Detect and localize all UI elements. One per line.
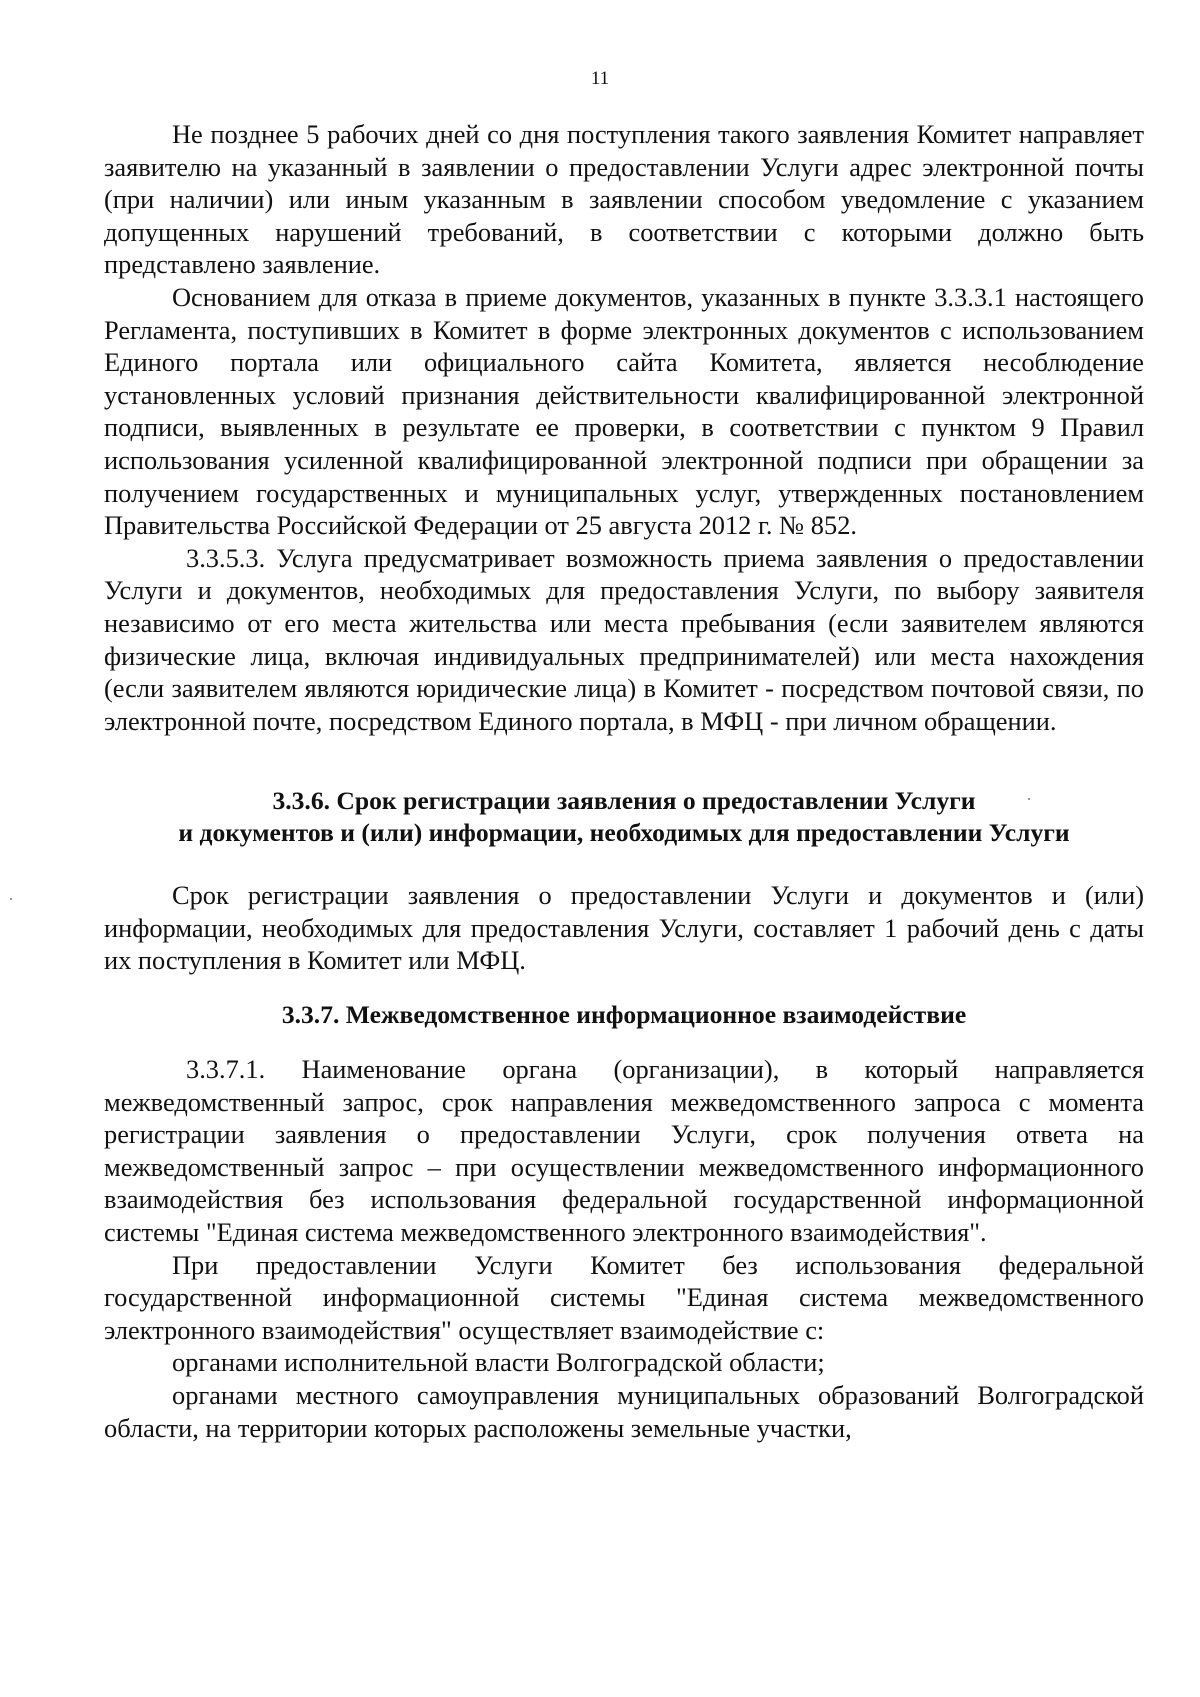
page-number: 11 (590, 68, 610, 89)
section-title-3-3-7: 3.3.7. Межведомственное информационное взаимодействие (281, 1000, 967, 1030)
paragraph-notification-deadline: Не позднее 5 рабочих дней со дня поступления такого заявления Комитет направляет заявителю на указанный в заявлении о предоставлении Услуги адрес электронной почты (при наличии) или иным указанным в заявлении способом уведомление с указанием допущенных нарушений требований, в соответствии с которыми должно быть представлено заявление. (104, 119, 1144, 280)
list-item-executive-bodies: органами исполнительной власти Волгоградской области; (172, 1347, 825, 1378)
spacer (104, 1031, 1144, 1053)
paragraph-3-3-7-1: 3.3.7.1. Наименование органа (организации), в который направляется межведомственный запрос, срок направления межведомственного запроса с момента регистрации заявления о предоставлении Услуги, срок получения ответа на межведомственный запрос – при осуществлении межведомственного информационного взаимодействия без использования федеральной государственной информационной системы "Единая система межведомственного электронного взаимодействия". (104, 1054, 1144, 1248)
spacer (104, 737, 1144, 785)
paragraph-interaction-intro: При предоставлении Услуги Комитет без использования федеральной государственной информационной системы "Единая система межведомственного электронного взаимодействия" осуществляет взаимодействие с: (104, 1249, 1144, 1345)
paragraph-refusal-grounds: Основанием для отказа в приеме документов, указанных в пункте 3.3.3.1 настоящего Регламента, поступивших в Комитет в форме электронных документов с использованием Единого портала или официального сайта Комитета, является несоблюдение установленных условий признания действительности квалифицированной электронной подписи, выявленных в результате ее проверки, в соответствии с пунктом 9 Правил использования усиленной квалифицированной электронной подписи при обращении за получением государственных и муниципальных услуг, утвержденных постановлением Правительства Российской Федерации от 25 августа 2012 г. № 852. (104, 281, 1144, 541)
spacer (104, 977, 1144, 999)
paragraph-3-3-5-3: 3.3.5.3. Услуга предусматривает возможность приема заявления о предоставлении Услуги и документов, необходимых для предоставления Услуги, по выбору заявителя независимо от его места жительства или места пребывания (если заявителем являются физические лица, включая индивидуальных предпринимателей) или места нахождения (если заявителем являются юридические лица) в Комитет - посредством почтовой связи, по электронной почте, посредством Единого портала, в МФЦ - при личном обращении. (104, 542, 1144, 736)
section-title-3-3-6-line1: 3.3.6. Срок регистрации заявления о предоставлении Услуги (272, 786, 976, 816)
scan-speck (10, 898, 12, 900)
section-title-3-3-6 (104, 785, 1144, 849)
spacer (104, 849, 1144, 879)
section-title-3-3-6-line2: и документов и (или) информации, необходимых для предоставлении Услуги (178, 818, 1070, 848)
page-content (104, 118, 1144, 1444)
paragraph-registration-term: Срок регистрации заявления о предоставлении Услуги и документов и (или) информации, необходимых для предоставления Услуги, составляет 1 рабочий день с даты их поступления в Комитет или МФЦ. (104, 880, 1144, 976)
list-item-local-government: органами местного самоуправления муниципальных образований Волгоградской области, на территории которых расположены земельные участки, (104, 1380, 1144, 1443)
scan-speck (1028, 798, 1030, 800)
